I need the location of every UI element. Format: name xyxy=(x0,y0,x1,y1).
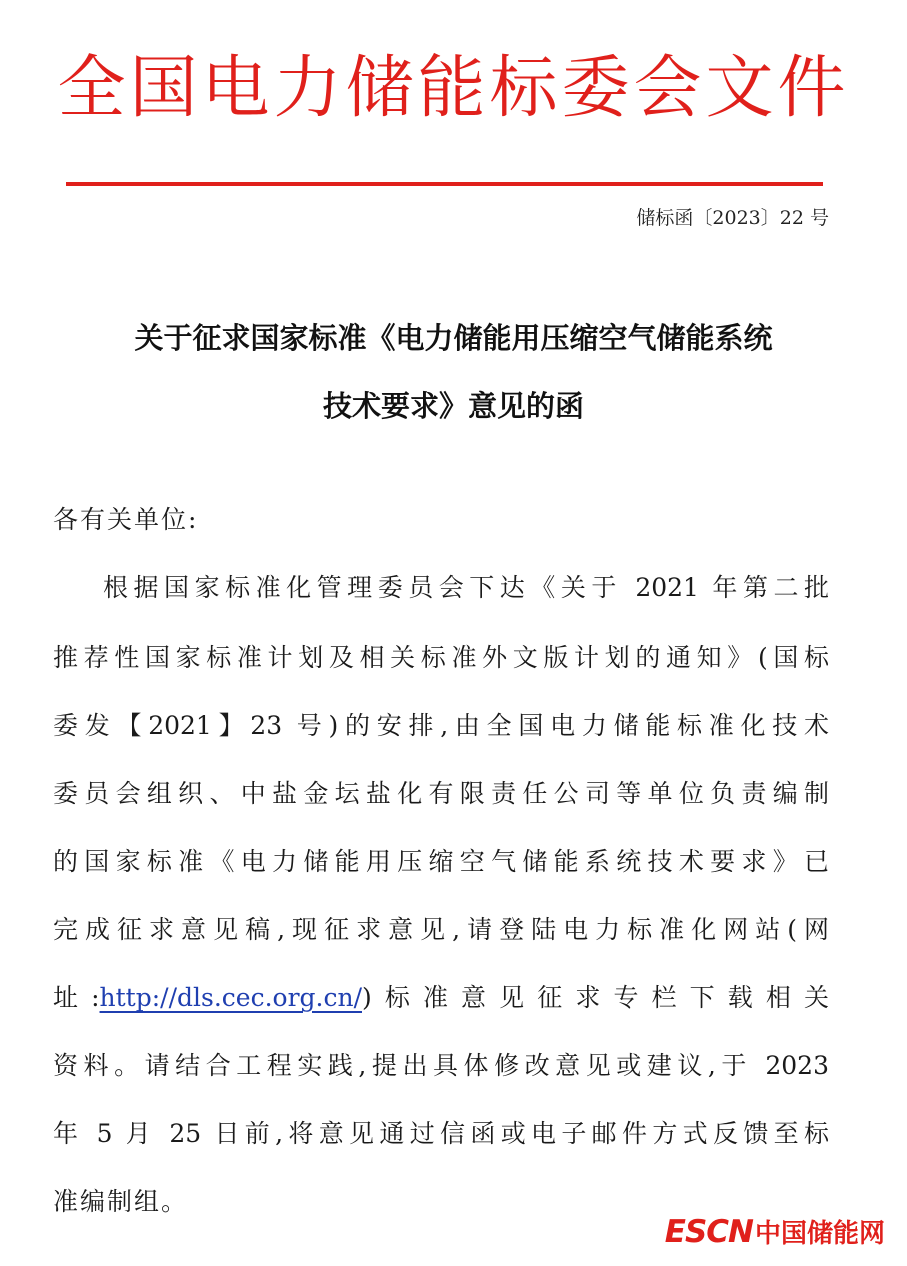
link-prefix: 址: xyxy=(53,983,100,1012)
watermark-latin: ESCN xyxy=(664,1214,753,1250)
watermark-cjk: 中国储能网 xyxy=(754,1219,885,1249)
body-line: 资料。请结合工程实践,提出具体修改意见或建议,于 2023 xyxy=(53,1051,829,1080)
body-line: 年 5 月 25 日前,将意见通过信函或电子邮件方式反馈至标 xyxy=(53,1119,829,1148)
document-number: 储标函〔2023〕22 号 xyxy=(636,207,829,229)
website-link[interactable]: http://dls.cec.org.cn/ xyxy=(99,983,362,1012)
body-line: 委发【2021】23 号)的安排,由全国电力储能标准化技术 xyxy=(53,711,829,740)
body-line-last: 准编制组。 xyxy=(53,1187,189,1216)
body-line: 根据国家标准化管理委员会下达《关于 2021 年第二批 xyxy=(103,573,829,602)
body-line: 推荐性国家标准计划及相关标准外文版计划的通知》(国标 xyxy=(53,643,829,672)
link-suffix: )标准意见征求专栏下载相关 xyxy=(362,983,829,1012)
subject-line-2: 技术要求》意见的函 xyxy=(322,389,584,423)
header-red-rule xyxy=(66,182,823,186)
escn-watermark-logo xyxy=(665,1212,885,1252)
document-header-title: 全国电力储能标委会文件 xyxy=(57,49,850,128)
salutation: 各有关单位: xyxy=(53,505,199,534)
body-line: 的国家标准《电力储能用压缩空气储能系统技术要求》已 xyxy=(53,847,829,876)
body-line: 委员会组织、中盐金坛盐化有限责任公司等单位负责编制 xyxy=(53,779,829,808)
body-line-with-link xyxy=(53,980,829,1016)
subject-line-1: 关于征求国家标准《电力储能用压缩空气储能系统 xyxy=(134,321,773,355)
body-line: 完成征求意见稿,现征求意见,请登陆电力标准化网站(网 xyxy=(53,915,829,944)
